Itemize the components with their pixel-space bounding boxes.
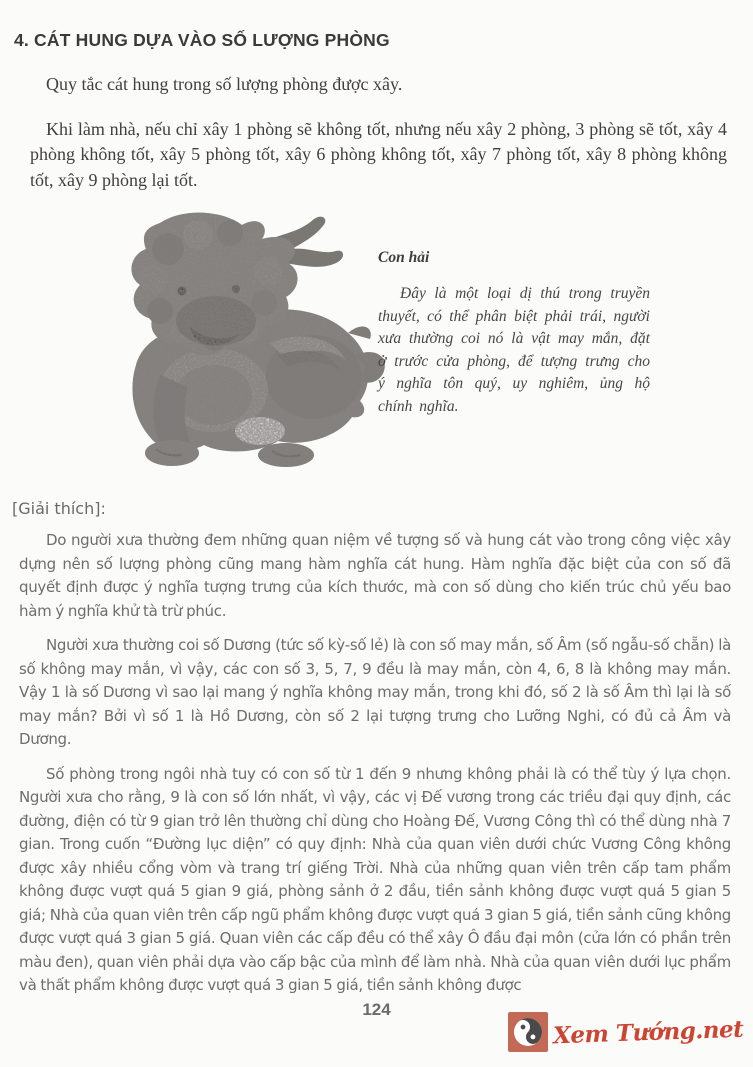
intro-paragraph-2: Khi làm nhà, nếu chỉ xây 1 phòng sẽ không tốt, nhưng nếu xây 2 phòng, 3 phòng sẽ tốt, xây 4 phòng không tốt, xây 5 phòng tốt, xây 6 phòng không tốt, xây 7 phòng tốt, xây 8 phòng không tốt, xây 9 phòng lại tốt.: [30, 118, 727, 190]
figure-caption-title: Con hải: [378, 249, 430, 266]
yin-yang-icon: [508, 1012, 548, 1052]
intro-paragraph-1: Quy tắc cát hung trong số lượng phòng được xây.: [46, 74, 403, 94]
figure-caption-text: Đây là một loại dị thú trong truyền thuyết, có thể phân biệt phải trái, người xưa thường coi nó là vật may mắn, đặt ở trước cửa phòng, để tượng trưng cho ý nghĩa tôn quý, uy nghiêm, ủng hộ chính nghĩa.: [378, 285, 650, 415]
watermark: [508, 1012, 743, 1052]
explanation-paragraph-1: Do người xưa thường đem những quan niệm về tượng số và hung cát vào trong công việc xây dựng nên số lượng phòng cũng mang hàm nghĩa cát hung. Hàm nghĩa đặc biệt của con số đã quyết định được ý nghĩa tượng trưng của kích thước, mà con số dùng cho kiến trúc chủ yếu bao hàm ý nghĩa khử tà trừ phúc.: [19, 531, 731, 620]
figure-block: [0, 199, 753, 483]
section-title: 4. CÁT HUNG DỰA VÀO SỐ LƯỢNG PHÒNG: [14, 30, 390, 50]
explanation-label: [Giải thích]:: [12, 499, 106, 518]
watermark-text: Xem Tướng.net: [552, 1015, 744, 1049]
beast-statue-image: [64, 205, 396, 477]
explanation-paragraph-2: Người xưa thường coi số Dương (tức số kỳ-số lẻ) là con số may mắn, số Âm (số ngẫu-số chẵn) là số không may mắn, vì vậy, các con số 3, 5, 7, 9 đều là may mắn, còn 4, 6, 8 là không may mắn. Vậy 1 là số Dương vì sao lại mang ý nghĩa không may mắn, trong khi đó, số 2 là số Âm thì lại là số may mắn? Bởi vì số 1 là Hồ Dương, còn số 2 lại tượng trưng cho Lưỡng Nghi, có đủ cả Âm và Dương.: [19, 636, 731, 748]
page-number: 124: [362, 1000, 391, 1019]
figure-caption: [378, 249, 650, 418]
explanation-paragraph-3: Số phòng trong ngôi nhà tuy có con số từ 1 đến 9 nhưng không phải là có thể tùy ý lựa chọn. Người xưa cho rằng, 9 là con số lớn nhất, vì vậy, các vị Đế vương trong các triều đại quy định, các đường, điện có từ 9 gian trở lên thường chỉ dùng cho Hoàng Đế, Vương Công thì có thể dùng nhà 7 gian. Trong cuốn “Đường lục diện” có quy định: Nhà của quan viên dưới chức Vương Công không được xây nhiều cổng vòm và trang trí giếng Trời. Nhà của những quan viên trên cấp tam phẩm không được vượt quá 5 gian 9 giá, phòng sảnh ở 2 đầu, tiền sảnh không được vượt quá 5 gian 5 giá; Nhà của quan viên trên cấp ngũ phẩm không được vượt quá 3 gian 5 giá, tiền sảnh cũng không được vượt quá 3 gian 5 giá. Quan viên các cấp đều có thể xây Ô đầu đại môn (cửa lớn có phần trên màu đen), quan viên phải dựa vào cấp bậc của mình để làm nhà. Nhà của quan viên dưới lục phẩm và thất phẩm không được vượt quá 3 gian 5 giá, tiền sảnh không được: [19, 764, 731, 994]
